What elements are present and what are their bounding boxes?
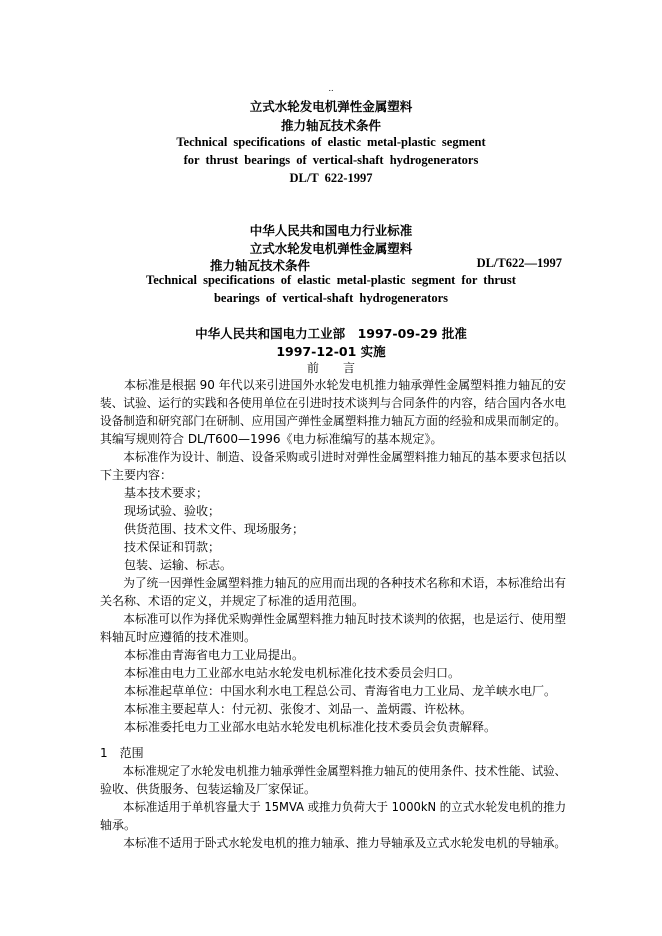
scope-line: 轴承。 — [100, 818, 137, 832]
foreword-heading: 前 言 — [306, 361, 355, 375]
scope-line: 本标准不适用于卧式水轮发电机的推力轴承、推力导轴承及立式水轮发电机的导轴承。 — [100, 836, 567, 850]
standard-en-1: Technical specifications of elastic metal-plastic segment for thrust — [146, 273, 516, 287]
title-cn-1: 立式水轮发电机弹性金属塑料 — [249, 99, 413, 114]
standard-en-2: bearings of vertical-shaft hydrogenerators — [213, 291, 449, 305]
title-cn-2: 推力轴瓦技术条件 — [280, 118, 381, 133]
page-mark: .. — [328, 84, 334, 93]
title-en-1: Technical specifications of elastic metal-plastic segment — [176, 135, 486, 149]
foreword-line: 其编写规则符合 DL/T600—1996《电力标准编写的基本规定》。 — [100, 432, 443, 446]
foreword-line: 本标准起草单位：中国水利水电工程总公司、青海省电力工业局、龙羊峡水电厂。 — [100, 684, 557, 698]
title-en-2: for thrust bearings of vertical-shaft hydrogenerators — [183, 153, 479, 167]
foreword-line: 现场试验、验收； — [100, 504, 221, 518]
foreword-line: 设备制造和研究部门在研制、应用国产弹性金属塑料推力轴瓦方面的经验和成果而制定的。 — [100, 414, 567, 428]
standard-line-3: 推力轴瓦技术条件 — [210, 258, 311, 273]
foreword-line: 为了统一因弹性金属塑料推力轴瓦的应用而出现的各种技术名称和术语，本标准给出有 — [100, 576, 567, 590]
scope-heading: 1 范围 — [100, 746, 144, 760]
scope-line: 本标准规定了水轮发电机推力轴承弹性金属塑料推力轴瓦的使用条件、技术性能、试验、 — [100, 764, 566, 778]
foreword-line: 本标准可以作为择优采购弹性金属塑料推力轴瓦时技术谈判的依据，也是运行、使用塑 — [100, 612, 567, 626]
foreword-line: 基本技术要求； — [100, 486, 209, 500]
scope-line: 本标准适用于单机容量大于 15MVA 或推力负荷大于 1000kN 的立式水轮发电机的推力 — [100, 800, 567, 814]
foreword-line: 本标准主要起草人：付元初、张俊才、刘品一、盖炳霞、许松林。 — [100, 702, 473, 716]
standard-code-right: DL/T622—1997 — [476, 256, 562, 270]
approval-line: 中华人民共和国电力工业部 1997-09-29 批准 — [195, 326, 467, 341]
foreword-line: 装、试验、运行的实践和各使用单位在引进时技术谈判与合同条件的内容，结合国内各水电 — [100, 396, 567, 410]
foreword-line: 本标准由电力工业部水电站水轮发电机标准化技术委员会归口。 — [100, 666, 461, 680]
effective-line: 1997-12-01 实施 — [276, 344, 386, 359]
foreword-line: 包装、运输、标志。 — [100, 558, 233, 572]
standard-line-1: 中华人民共和国电力行业标准 — [249, 223, 413, 238]
foreword-line: 技术保证和罚款； — [100, 540, 221, 554]
standard-code: DL/T 622-1997 — [289, 171, 373, 185]
foreword-line: 本标准委托电力工业部水电站水轮发电机标准化技术委员会负责解释。 — [100, 720, 497, 734]
foreword-line: 供货范围、技术文件、现场服务； — [100, 522, 305, 536]
foreword-line: 本标准由青海省电力工业局提出。 — [100, 648, 305, 662]
foreword-line: 关名称、术语的定义，并规定了标准的适用范围。 — [100, 594, 365, 608]
foreword-line: 料轴瓦时应遵循的技术准则。 — [100, 630, 257, 644]
foreword-line: 本标准作为设计、制造、设备采购或引进时对弹性金属塑料推力轴瓦的基本要求包括以 — [100, 450, 567, 464]
scope-line: 验收、供货服务、包装运输及厂家保证。 — [100, 782, 317, 796]
foreword-line: 下主要内容： — [100, 468, 173, 482]
foreword-line: 本标准是根据 90 年代以来引进国外水轮发电机推力轴承弹性金属塑料推力轴瓦的安 — [100, 378, 566, 392]
standard-line-2: 立式水轮发电机弹性金属塑料 — [249, 241, 413, 256]
